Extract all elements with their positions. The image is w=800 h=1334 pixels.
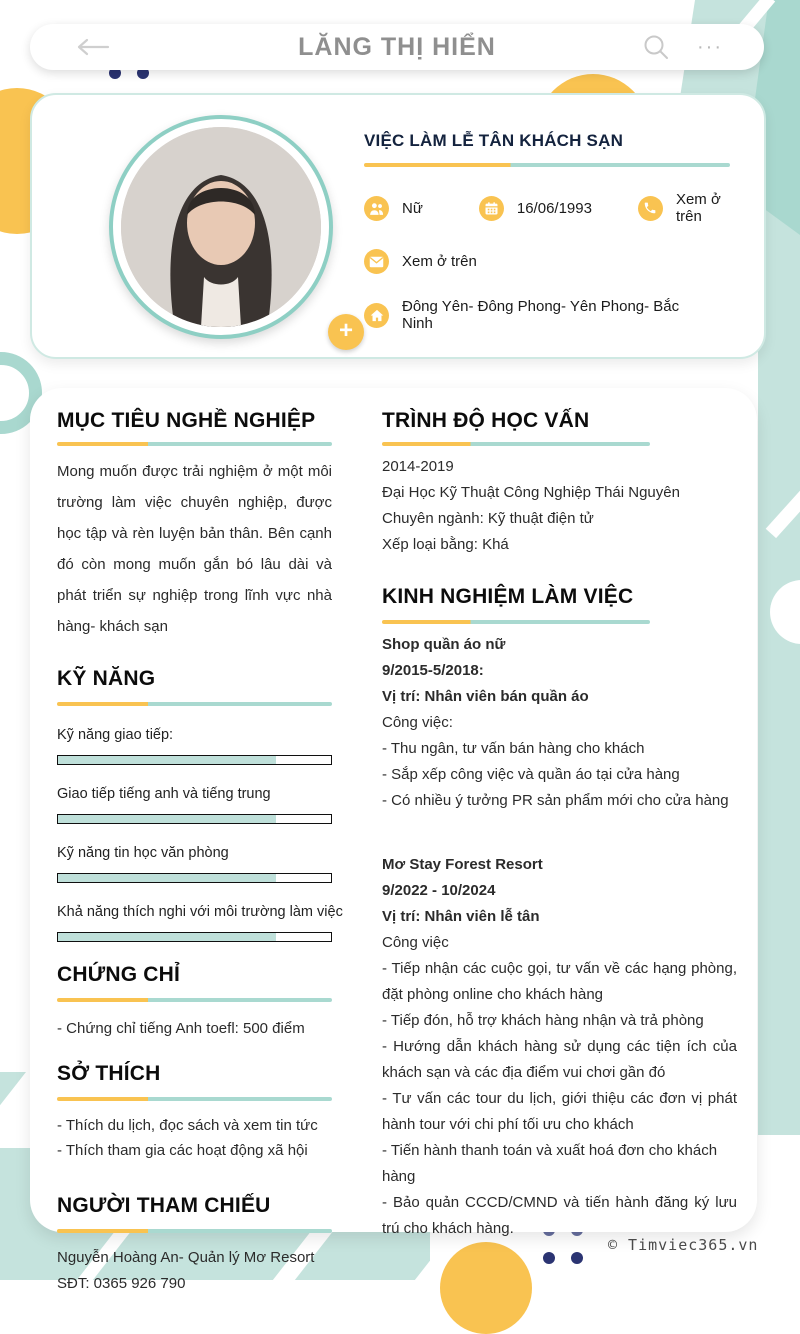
more-menu-button[interactable]: ··· (697, 35, 723, 58)
job-company: Shop quần áo nữ (382, 636, 506, 653)
job-company: Mơ Stay Forest Resort (382, 856, 543, 873)
job-period: 9/2022 - 10/2024 (382, 882, 496, 899)
section-underline (57, 998, 332, 1002)
job-duty: - Tiến hành thanh toán và xuất hoá đơn cho khách hàng (382, 1142, 718, 1185)
address-field (364, 298, 690, 332)
objective-text: Mong muốn được trải nghiệm ở một môi trường làm việc chuyên nghiệp, được học tập và rèn luyện bản thân. Bên cạnh đó còn mong muốn gắn bó lâu dài và phát triển sự nghiệp trong lĩnh vực nhà hàng- khách sạn (57, 463, 332, 635)
email-value: Xem ở trên (402, 253, 477, 270)
job-title: VIỆC LÀM LỄ TÂN KHÁCH SẠN (364, 131, 624, 150)
job-title-underline (364, 163, 730, 167)
left-column (57, 402, 343, 1297)
decor-right-band (758, 230, 800, 1135)
skill-bar (57, 814, 332, 824)
section-underline (57, 1097, 332, 1101)
section-title-skills: KỸ NĂNG (57, 667, 156, 690)
skill-item (57, 727, 332, 765)
job-intro: Công việc (382, 934, 449, 951)
portrait-placeholder (121, 127, 321, 327)
education-line: Xếp loại bằng: Khá (382, 536, 509, 553)
section-title-education: TRÌNH ĐỘ HỌC VẤN (382, 409, 590, 432)
calendar-icon (479, 196, 504, 221)
skill-item (57, 786, 332, 824)
education-line: 2014-2019 (382, 458, 454, 475)
address-value: Đông Yên- Đông Phong- Yên Phong- Bắc Ninh (402, 298, 680, 332)
job-position: Vị trí: Nhân viên bán quần áo (382, 688, 589, 705)
phone-icon (638, 196, 663, 221)
reference-line: SĐT: 0365 926 790 (57, 1275, 186, 1292)
experience-job (382, 632, 737, 814)
hobby-item: - Thích du lịch, đọc sách và xem tin tức (57, 1117, 318, 1134)
skill-bar (57, 873, 332, 883)
skill-item (57, 904, 343, 942)
education-line: Chuyên ngành: Kỹ thuật điện tử (382, 510, 594, 527)
section-title-references: NGƯỜI THAM CHIẾU (57, 1194, 271, 1217)
section-title-hobbies: SỞ THÍCH (57, 1062, 161, 1085)
job-duty: - Có nhiều ý tưởng PR sản phẩm mới cho cửa hàng (382, 792, 729, 809)
email-field (364, 249, 477, 274)
avatar (121, 127, 321, 327)
skill-item (57, 845, 332, 883)
skill-label: Kỹ năng giao tiếp: (57, 727, 174, 743)
search-button[interactable] (636, 24, 676, 70)
add-photo-button[interactable]: + (328, 314, 364, 350)
job-duty: - Tiếp nhận các cuộc gọi, tư vấn về các hạng phòng, đặt phòng online cho khách hàng (382, 960, 737, 1003)
right-column (382, 402, 737, 1297)
envelope-icon (364, 249, 389, 274)
education-line: Đại Học Kỹ Thuật Công Nghiệp Thái Nguyên (382, 484, 680, 501)
gender-value: Nữ (402, 199, 423, 217)
job-period: 9/2015-5/2018: (382, 662, 484, 679)
hobby-item: - Thích tham gia các hoạt động xã hội (57, 1142, 308, 1159)
header-bar (30, 24, 764, 70)
home-icon (364, 303, 389, 328)
profile-card (30, 93, 766, 359)
gender-field (364, 196, 423, 221)
section-title-certificates: CHỨNG CHỈ (57, 963, 181, 986)
avatar-ring (109, 115, 353, 344)
job-duty: - Bảo quản CCCD/CMND và tiến hành đăng ký lưu trú cho khách hàng. (382, 1194, 737, 1237)
search-icon (641, 32, 671, 62)
job-duty: - Tiếp đón, hỗ trợ khách hàng nhận và trả phòng (382, 1012, 704, 1029)
job-intro: Công việc: (382, 714, 453, 731)
section-underline (382, 442, 650, 446)
reference-line: Nguyễn Hoàng An- Quản lý Mơ Resort (57, 1249, 315, 1266)
phone-value: Xem ở trên (675, 191, 721, 225)
section-underline (57, 442, 332, 446)
skill-label: Giao tiếp tiếng anh và tiếng trung (57, 786, 271, 802)
job-duty: - Thu ngân, tư vấn bán hàng cho khách (382, 740, 645, 757)
skill-label: Kỹ năng tin học văn phòng (57, 845, 229, 861)
section-underline (57, 702, 332, 706)
job-position: Vị trí: Nhân viên lễ tân (382, 908, 540, 925)
skill-label: Khả năng thích nghi với môi trường làm việc (57, 904, 343, 920)
skill-bar (57, 932, 332, 942)
page-title: LĂNG THỊ HIỂN (298, 32, 496, 61)
birthday-value: 16/06/1993 (516, 199, 592, 217)
people-icon (364, 196, 389, 221)
decor-dot (543, 1252, 555, 1264)
section-underline (57, 1229, 332, 1233)
phone-field (638, 191, 732, 225)
section-title-objective: MỤC TIÊU NGHỀ NGHIỆP (57, 409, 316, 432)
job-duty: - Tư vấn các tour du lịch, giới thiệu các đơn vị phát hành tour với chi phí tối ưu cho khách (382, 1090, 737, 1133)
section-title-experience: KINH NGHIỆM LÀM VIỆC (382, 585, 634, 608)
copyright-watermark: © Timviec365.vn (608, 1236, 759, 1254)
job-duty: - Sắp xếp công việc và quần áo tại cửa hàng (382, 766, 680, 783)
job-duty: - Hướng dẫn khách hàng sử dụng các tiện ích của khách sạn và các địa điểm vui chơi gần đó (382, 1038, 737, 1081)
certificate-item: - Chứng chỉ tiếng Anh toefl: 500 điểm (57, 1020, 305, 1037)
decor-dot (571, 1252, 583, 1264)
skill-bar (57, 755, 332, 765)
experience-job (382, 852, 737, 1242)
birthday-field (479, 196, 592, 221)
section-underline (382, 620, 650, 624)
